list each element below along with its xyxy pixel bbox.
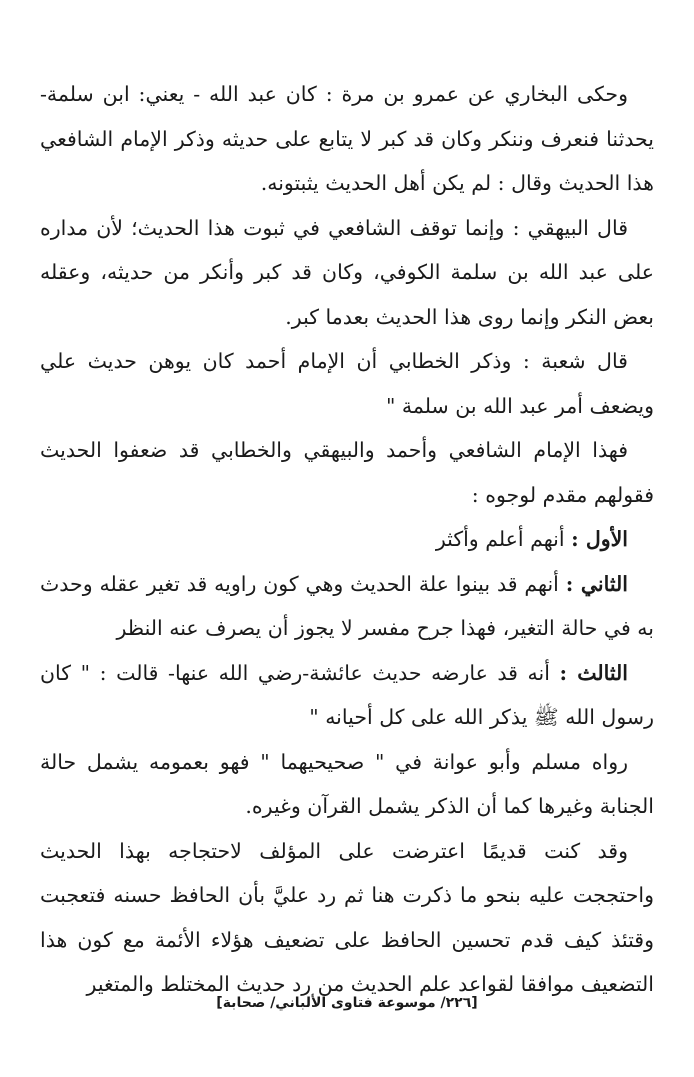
paragraph-text: أنهم أعلم وأكثر <box>435 527 565 551</box>
reason-label: الأول : <box>571 527 628 551</box>
paragraph-first-reason <box>40 517 654 562</box>
paragraph-text: أنه قد عارضه حديث عائشة-رضي الله عنها- قالت : " كان رسول الله ﷺ يذكر الله على كل أحيانه " <box>40 660 654 729</box>
paragraph-bayhaqi <box>40 206 654 340</box>
paragraph-summary <box>40 428 654 517</box>
reason-label: الثاني : <box>565 571 628 596</box>
paragraph-muslim <box>40 740 654 829</box>
paragraph-bukhari <box>40 72 654 206</box>
paragraph-second-reason <box>40 562 654 651</box>
paragraph-text: قال البيهقي : وإنما توقف الشافعي في ثبوت هذا الحديث؛ لأن مداره على عبد الله بن سلمة الكوفي، وكان قد كبر وأنكر من حديثه، وعقله بعض النكر وإنما روى هذا الحديث بعدما كبر. <box>40 215 654 329</box>
paragraph-third-reason <box>40 651 654 740</box>
paragraph-shuba <box>40 339 654 428</box>
paragraph-text: وقد كنت قديمًا اعترضت على المؤلف لاحتجاجه بهذا الحديث واحتججت عليه بنحو ما ذكرت هنا ثم رد عليَّ بأن الحافظ حسنه فتعجبت وقتئذ كيف قدم تحسين الحافظ على تضعيف هؤلاء الأئمة مع كون هذا التضعيف موافقا لقواعد علم الحديث من رد حديث المختلط والمتغير <box>40 838 654 996</box>
paragraph-text: رواه مسلم وأبو عوانة في " صحيحيهما " فهو بعمومه يشمل حالة الجنابة وغيرها كما أن الذكر يشمل القرآن وغيره. <box>40 749 654 818</box>
paragraph-text: فهذا الإمام الشافعي وأحمد والبيهقي والخطابي قد ضعفوا الحديث فقولهم مقدم لوجوه : <box>40 438 654 507</box>
paragraph-text: قال شعبة : وذكر الخطابي أن الإمام أحمد كان يوهن حديث علي ويضعف أمر عبد الله بن سلمة " <box>40 349 654 418</box>
page-footer: [٢٢٦/ موسوعة فتاوى الألباني/ صحابة] <box>216 995 478 1011</box>
paragraph-text: أنهم قد بينوا علة الحديث وهي كون راويه قد تغير عقله وحدث به في حالة التغير، فهذا جرح مفسر لا يجوز أن يصرف عنه النظر <box>40 571 654 640</box>
reason-label: الثالث : <box>559 660 628 685</box>
paragraph-author-note <box>40 829 654 1007</box>
paragraph-text: وحكى البخاري عن عمرو بن مرة : كان عبد الله - يعني: ابن سلمة- يحدثنا فنعرف وننكر وكان قد كبر لا يتابع على حديثه وذكر الإمام الشافعي هذا الحديث وقال : لم يكن أهل الحديث يثبتونه. <box>40 82 654 195</box>
